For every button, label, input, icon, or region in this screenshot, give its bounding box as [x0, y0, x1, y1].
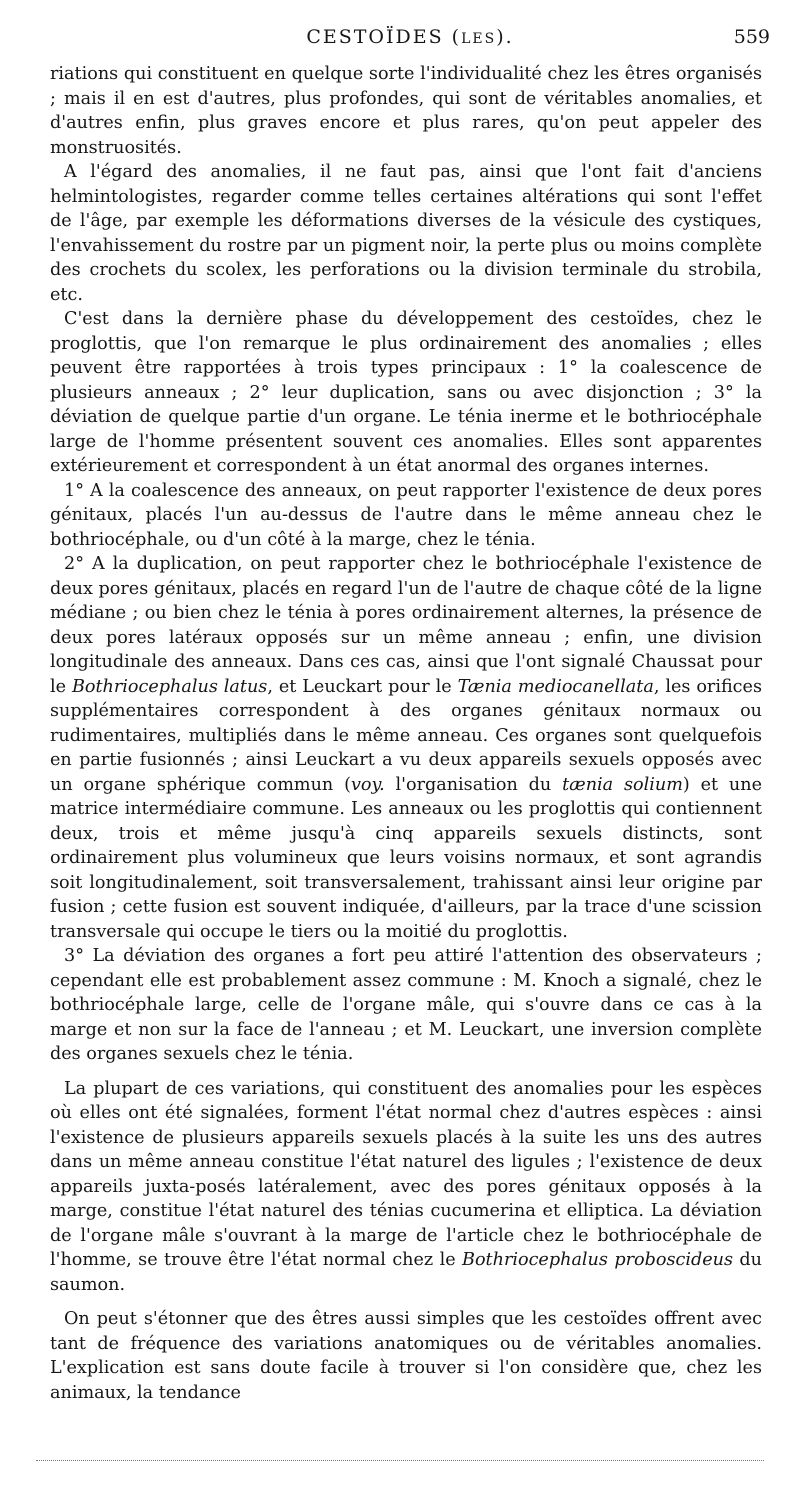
- italic-text: voy.: [350, 774, 385, 795]
- paragraph: [50, 944, 762, 1067]
- paragraph-text: riations qui constituent en quelque sorte l'individualité chez les êtres organisés ; mais il en est d'autres, plus profondes, qui sont de véritables anomalies, et d'autres enfin, plus graves encore et plus rares, qu'on peut appeler des monstruosités.: [50, 64, 762, 158]
- body-text: [50, 62, 762, 1405]
- running-title-open-paren: (: [443, 26, 462, 48]
- paragraph: [50, 1077, 762, 1298]
- running-header: [50, 26, 770, 60]
- bottom-dotted-rule: [36, 1460, 764, 1461]
- paragraph-text: , et Leuckart pour le: [267, 676, 458, 697]
- paragraph: [50, 552, 762, 944]
- paragraph-text: l'organisation du: [384, 774, 563, 795]
- paragraph-text: A l'égard des anomalies, il ne faut pas, ainsi que l'ont fait d'anciens helmintologistes, regarder comme telles certaines altérations qui sont l'effet de l'âge, par exemple les déformations diverses de la vésicule des cystiques, l'envahissement du rostre par un pigment noir, la perte plus ou moins complète des crochets du scolex, les perforations ou la division terminale du strobila, etc.: [50, 162, 762, 305]
- paragraph: [50, 307, 762, 479]
- running-title-close-paren: ).: [496, 26, 514, 48]
- paragraph-text: , les orifices supplémentaires correspondent à des organes génitaux normaux ou rudimentaires, multipliés dans le même anneau. Ces organes sont quelquefois en partie fusionnés ; ainsi Leuckart a vu deux appareils sexuels opposés avec un organe sphérique commun (: [50, 676, 762, 795]
- paragraph-text: 2° A la duplication, on peut rapporter chez le bothriocéphale l'existence de deux pores génitaux, placés en regard l'un de l'autre de chaque côté de la ligne médiane ; ou bien chez le ténia à pores ordinairement alternes, la présence de deux pores latéraux opposés sur un même anneau ; enfin, une division longitudinale des anneaux. Dans ces cas, ainsi que l'ont signalé Chaussat pour le: [50, 554, 762, 697]
- paragraph-text: C'est dans la dernière phase du développement des cestoïdes, chez le proglottis, que l'on remarque le plus ordinairement des anomalies ; elles peuvent être rapportées à trois types principaux : 1° la coalescence de plusieurs anneaux ; 2° leur duplication, sans ou avec disjonction ; 3° la déviation de quelque partie d'un organe. Le ténia inerme et le bothriocéphale large de l'homme présentent souvent ces anomalies. Elles sont apparentes extérieurement et correspondent à un état anormal des organes internes.: [50, 309, 762, 476]
- paragraph-text: On peut s'étonner que des êtres aussi simples que les cestoïdes offrent avec tant de fréquence des variations anatomiques ou de véritables anomalies. L'explication est sans doute facile à trouver si l'on considère que, chez les animaux, la tendance: [50, 1309, 762, 1403]
- paragraph-text: La plupart de ces variations, qui constituent des anomalies pour les espèces où elles ont été signalées, forment l'état normal chez d'autres espèces : ainsi l'existence de plusieurs appareils sexuels placés à la suite les uns des autres dans un même anneau constitue l'état naturel des ligules ; l'existence de deux appareils juxta-posés latéralement, avec des pores génitaux opposés à la marge, constitue l'état naturel des ténias cucumerina et elliptica. La déviation de l'organe mâle s'ouvrant à la marge de l'article chez le bothriocéphale de l'homme, se trouve être l'état normal chez le: [50, 1078, 762, 1270]
- page-number: 559: [733, 26, 770, 48]
- paragraph: [50, 62, 762, 160]
- italic-text: tænia solium: [562, 774, 683, 795]
- italic-text: Bothriocephalus proboscideus: [462, 1250, 733, 1270]
- running-title-small-caps: LES: [461, 31, 497, 47]
- paragraph: [50, 479, 762, 553]
- italic-text: Tænia mediocanellata: [457, 676, 654, 697]
- paragraph-text: 3° La déviation des organes a fort peu attiré l'attention des observateurs ; cependant elle est probablement assez commune : M. Knoch a signalé, chez le bothriocéphale large, celle de l'organe mâle, qui s'ouvre dans ce cas à la marge et non sur la face de l'anneau ; et M. Leuckart, une inversion complète des organes sexuels chez le ténia.: [50, 946, 762, 1064]
- paragraph-text: 1° A la coalescence des anneaux, on peut rapporter l'existence de deux pores génitaux, placés l'un au-dessus de l'autre dans le même anneau chez le bothriocéphale, ou d'un côté à la marge, chez le ténia.: [50, 480, 762, 550]
- running-title-main: CESTOÏDES: [306, 26, 444, 48]
- paragraph: [50, 1307, 762, 1405]
- running-title: [50, 26, 770, 48]
- italic-text: Bothriocephalus latus: [71, 676, 268, 697]
- paragraph-text: du saumon.: [50, 1250, 762, 1295]
- paragraph-text: ) et une matrice intermédiaire commune. Les anneaux ou les proglottis qui contiennent deux, trois et même jusqu'à cinq appareils sexuels distincts, sont ordinairement plus volumineux que leurs voisins normaux, et sont agrandis soit longitudinalement, soit transversalement, trahissant ainsi leur origine par fusion ; cette fusion est souvent indiquée, d'ailleurs, par la trace d'une scission transversale qui occupe le tiers ou la moitié du proglottis.: [50, 774, 763, 942]
- paragraph: [50, 160, 762, 307]
